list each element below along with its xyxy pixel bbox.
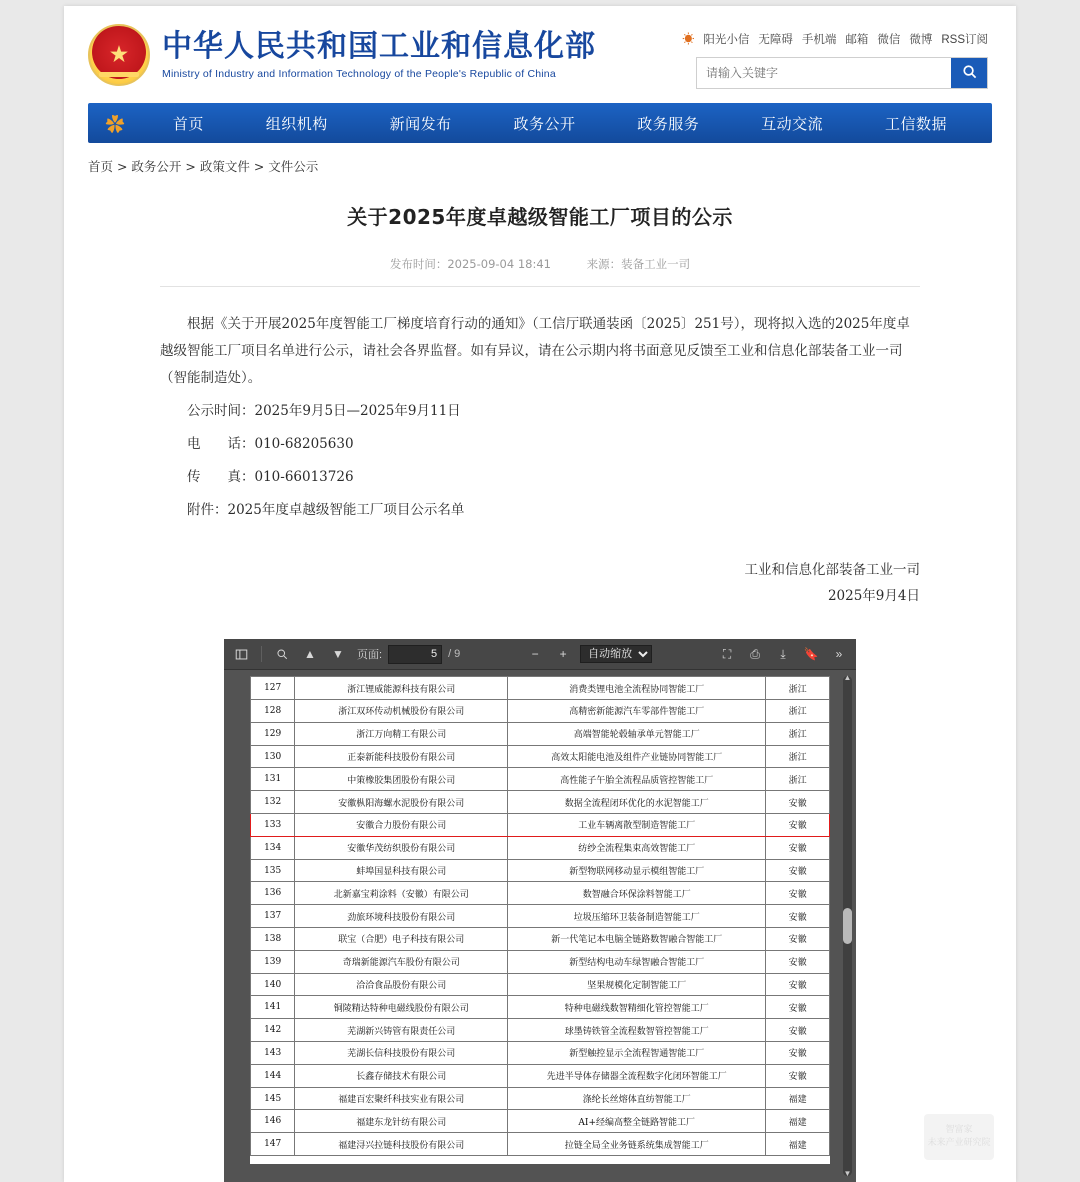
cell-province: 安徽 — [766, 928, 830, 951]
cell-province: 安徽 — [766, 791, 830, 814]
table-row — [251, 677, 830, 700]
attachment-line[interactable]: 附件：2025年度卓越级智能工厂项目公示名单 — [187, 502, 465, 518]
cell-factory: 拉链全局全业务链系统集成智能工厂 — [508, 1133, 766, 1156]
cell-index: 144 — [251, 1064, 295, 1087]
cell-company: 安徽枞阳海螺水泥股份有限公司 — [295, 791, 508, 814]
arrow-up-icon[interactable]: ▲ — [304, 647, 316, 662]
cell-index: 137 — [251, 905, 295, 928]
bookmark-icon[interactable]: 🔖 — [803, 647, 819, 662]
watermark-line-1: 智富家 — [945, 1124, 973, 1135]
table-row — [251, 1087, 830, 1110]
cell-province: 福建 — [766, 1087, 830, 1110]
cell-company: 福建百宏聚纤科技实业有限公司 — [295, 1087, 508, 1110]
cell-company: 铜陵精达特种电磁线股份有限公司 — [295, 996, 508, 1019]
cell-province: 安徽 — [766, 950, 830, 973]
cell-factory: 新型结构电动车绿智融合智能工厂 — [508, 950, 766, 973]
cell-company: 劲旅环境科技股份有限公司 — [295, 905, 508, 928]
cell-factory: 新型物联网移动显示模组智能工厂 — [508, 859, 766, 882]
top-link-0[interactable]: 阳光小信 — [703, 33, 750, 46]
top-link-1[interactable]: 无障碍 — [758, 33, 793, 46]
table-row-highlighted — [251, 814, 830, 837]
cell-factory: 消费类锂电池全流程协同智能工厂 — [508, 677, 766, 700]
contact-line-2: 传 真：010-66013726 — [187, 469, 354, 485]
cell-factory: 高效太阳能电池及组件产业链协同智能工厂 — [508, 745, 766, 768]
cell-factory: 新型触控显示全流程智通智能工厂 — [508, 1042, 766, 1065]
cell-province: 安徽 — [766, 859, 830, 882]
nav-item-org[interactable]: 组织机构 — [265, 114, 328, 133]
page-number-input[interactable] — [388, 645, 442, 664]
cell-province: 安徽 — [766, 973, 830, 996]
table-row — [251, 1019, 830, 1042]
top-links — [682, 30, 988, 47]
ministry-name-cn: 中华人民共和国工业和信息化部 — [162, 29, 596, 65]
cell-company: 福建浔兴拉链科技股份有限公司 — [295, 1133, 508, 1156]
cell-index: 132 — [251, 791, 295, 814]
table-row — [251, 1042, 830, 1065]
double-chevron-right-icon[interactable]: » — [835, 647, 843, 662]
sun-icon: ☀ — [682, 32, 695, 46]
cell-province: 浙江 — [766, 745, 830, 768]
pdf-body — [224, 670, 856, 1182]
nav-items — [142, 113, 992, 134]
ministry-name-en: Ministry of Industry and Information Technology of the People's Republic of China — [162, 67, 556, 80]
table-row — [251, 882, 830, 905]
search-button[interactable] — [951, 58, 987, 88]
national-emblem-icon — [88, 24, 150, 86]
cell-factory: 涤纶长丝熔体直纺智能工厂 — [508, 1087, 766, 1110]
cell-company: 奇瑞新能源汽车股份有限公司 — [295, 950, 508, 973]
cell-company: 洽洽食品股份有限公司 — [295, 973, 508, 996]
print-icon[interactable]: ⎙ — [750, 646, 760, 661]
search-icon[interactable] — [271, 643, 293, 665]
cell-factory: 垃圾压缩环卫装备制造智能工厂 — [508, 905, 766, 928]
pdf-scrollbar-thumb[interactable] — [843, 908, 852, 944]
article-signature — [160, 558, 920, 609]
cell-province: 安徽 — [766, 814, 830, 837]
breadcrumb[interactable] — [88, 157, 992, 175]
cell-province: 福建 — [766, 1110, 830, 1133]
plus-icon[interactable]: + — [559, 647, 567, 662]
cell-company: 浙江万向精工有限公司 — [295, 722, 508, 745]
table-row — [251, 745, 830, 768]
cell-factory: 高端智能轮毂轴承单元智能工厂 — [508, 722, 766, 745]
cell-index: 143 — [251, 1042, 295, 1065]
top-link-6[interactable]: RSS订阅 — [941, 33, 988, 46]
cell-company: 长鑫存储技术有限公司 — [295, 1064, 508, 1087]
signature-org: 工业和信息化部装备工业一司 — [744, 562, 920, 578]
nav-item-gov-service[interactable]: 政务服务 — [637, 114, 700, 133]
cell-index: 136 — [251, 882, 295, 905]
brand-text — [162, 30, 596, 80]
cell-province: 安徽 — [766, 836, 830, 859]
cell-province: 福建 — [766, 1133, 830, 1156]
top-link-3[interactable]: 邮箱 — [845, 33, 869, 46]
pdf-toolbar — [224, 639, 856, 670]
page-number-label: 页面: — [357, 649, 383, 662]
scroll-up-arrow-icon[interactable]: ▲ — [843, 673, 852, 683]
cell-factory: 球墨铸铁管全流程数智管控智能工厂 — [508, 1019, 766, 1042]
cell-province: 安徽 — [766, 1042, 830, 1065]
table-row — [251, 950, 830, 973]
pdf-viewer — [224, 639, 856, 1182]
cell-province: 安徽 — [766, 996, 830, 1019]
cell-factory: 工业车辆离散型制造智能工厂 — [508, 814, 766, 837]
breadcrumb-text: 首页 > 政务公开 > 政策文件 > 文件公示 — [88, 159, 319, 174]
article-meta — [160, 256, 920, 287]
cell-index: 130 — [251, 745, 295, 768]
cell-index: 139 — [251, 950, 295, 973]
sidebar-toggle-icon[interactable] — [230, 643, 252, 665]
table-row — [251, 859, 830, 882]
factory-list-body — [251, 677, 830, 1156]
cell-index: 127 — [251, 677, 295, 700]
cell-company: 联宝（合肥）电子科技有限公司 — [295, 928, 508, 951]
search-icon — [962, 64, 977, 82]
cell-factory: 数智融合环保涂料智能工厂 — [508, 882, 766, 905]
contact-line-0: 公示时间：2025年9月5日—2025年9月11日 — [187, 403, 461, 419]
cell-index: 131 — [251, 768, 295, 791]
cell-company: 福建东龙针纺有限公司 — [295, 1110, 508, 1133]
cell-province: 安徽 — [766, 905, 830, 928]
table-row — [251, 1133, 830, 1156]
cell-factory: 纺纱全流程集束高效智能工厂 — [508, 836, 766, 859]
table-row — [251, 836, 830, 859]
page-title: 关于2025年度卓越级智能工厂项目的公示 — [347, 205, 733, 229]
cell-company: 中策橡胶集团股份有限公司 — [295, 768, 508, 791]
nav-item-data[interactable]: 工信数据 — [884, 114, 947, 133]
cell-province: 安徽 — [766, 1064, 830, 1087]
miit-logo-icon: ✿ — [105, 114, 125, 136]
cell-factory: 高性能子午胎全流程品质管控智能工厂 — [508, 768, 766, 791]
table-row — [251, 996, 830, 1019]
table-row — [251, 905, 830, 928]
site-header — [64, 6, 1016, 95]
table-row — [251, 973, 830, 996]
minus-icon[interactable]: − — [531, 647, 539, 662]
cell-province: 浙江 — [766, 700, 830, 723]
cell-index: 147 — [251, 1133, 295, 1156]
cell-index: 141 — [251, 996, 295, 1019]
cell-company: 安徽华茂纺织股份有限公司 — [295, 836, 508, 859]
table-row — [251, 1110, 830, 1133]
article-paragraph-0: 根据《关于开展2025年度智能工厂梯度培育行动的通知》（工信厅联通装函〔2025〕251号），现将拟入选的2025年度卓越级智能工厂项目名单进行公示，请社会各界监督。如有异议，请在公示期内将书面意见反馈至工业和信息化部装备工业一司（智能制造处）。 — [160, 316, 910, 386]
cell-company: 北新嘉宝莉涂料（安徽）有限公司 — [295, 882, 508, 905]
table-row — [251, 928, 830, 951]
table-row — [251, 1064, 830, 1087]
cell-province: 浙江 — [766, 677, 830, 700]
factory-list-table — [250, 676, 830, 1156]
cell-company: 浙江锂威能源科技有限公司 — [295, 677, 508, 700]
cell-index: 134 — [251, 836, 295, 859]
cell-factory: 先进半导体存储器全流程数字化闭环智能工厂 — [508, 1064, 766, 1087]
top-link-2[interactable]: 手机端 — [801, 33, 837, 46]
article-body — [160, 311, 920, 524]
cell-company: 蚌埠国显科技有限公司 — [295, 859, 508, 882]
search-input[interactable] — [697, 58, 951, 88]
table-row — [251, 791, 830, 814]
pdf-scrollbar[interactable] — [843, 673, 852, 1179]
nav-item-interaction[interactable]: 互动交流 — [761, 114, 824, 133]
article — [160, 201, 920, 621]
cell-province: 浙江 — [766, 722, 830, 745]
cell-company: 芜湖新兴铸管有限责任公司 — [295, 1019, 508, 1042]
cell-factory: 数据全流程闭环优化的水泥智能工厂 — [508, 791, 766, 814]
arrow-down-icon[interactable]: ▼ — [332, 647, 344, 662]
cell-company: 正泰新能科技股份有限公司 — [295, 745, 508, 768]
fullscreen-icon[interactable]: ⛶ — [722, 646, 732, 661]
cell-index: 145 — [251, 1087, 295, 1110]
publish-time: 发布时间：2025-09-04 18:41 — [389, 257, 551, 271]
cell-factory: 新一代笔记本电脑全链路数智融合智能工厂 — [508, 928, 766, 951]
cell-company: 芜湖长信科技股份有限公司 — [295, 1042, 508, 1065]
top-link-5[interactable]: 微博 — [909, 33, 933, 46]
cell-index: 138 — [251, 928, 295, 951]
download-icon[interactable]: ⤓ — [780, 646, 786, 661]
header-right — [682, 24, 988, 89]
cell-index: 140 — [251, 973, 295, 996]
watermark — [924, 1114, 994, 1160]
main-nav — [88, 103, 992, 143]
cell-index: 146 — [251, 1110, 295, 1133]
cell-factory: 坚果规模化定制智能工厂 — [508, 973, 766, 996]
table-row — [251, 700, 830, 723]
cell-province: 浙江 — [766, 768, 830, 791]
cell-index: 133 — [251, 814, 295, 837]
cell-index: 135 — [251, 859, 295, 882]
signature-date: 2025年9月4日 — [827, 587, 920, 604]
search-bar — [696, 57, 988, 89]
cell-factory: 高精密新能源汽车零部件智能工厂 — [508, 700, 766, 723]
cell-index: 142 — [251, 1019, 295, 1042]
top-link-4[interactable]: 微信 — [877, 33, 901, 46]
cell-index: 129 — [251, 722, 295, 745]
zoom-select[interactable] — [580, 645, 652, 663]
pdf-page — [250, 676, 830, 1164]
cell-company: 安徽合力股份有限公司 — [295, 814, 508, 837]
scroll-down-arrow-icon[interactable]: ▼ — [843, 1169, 852, 1179]
site-brand[interactable] — [88, 24, 596, 86]
nav-item-news[interactable]: 新闻发布 — [389, 114, 452, 133]
article-source: 来源：装备工业一司 — [586, 257, 691, 271]
contact-line-1: 电 话：010-68205630 — [187, 436, 354, 452]
page-sheet — [64, 6, 1016, 1182]
cell-factory: AI+经编高整全链路智能工厂 — [508, 1110, 766, 1133]
cell-province: 安徽 — [766, 882, 830, 905]
table-row — [251, 722, 830, 745]
table-row — [251, 768, 830, 791]
cell-factory: 特种电磁线数智精细化管控智能工厂 — [508, 996, 766, 1019]
watermark-line-2: 未来产业研究院 — [927, 1138, 991, 1149]
nav-item-home[interactable]: 首页 — [172, 114, 204, 133]
toolbar-separator — [261, 646, 262, 662]
cell-index: 128 — [251, 700, 295, 723]
page-total-label: / 9 — [448, 648, 461, 661]
nav-item-gov-open[interactable]: 政务公开 — [513, 114, 576, 133]
cell-company: 浙江双环传动机械股份有限公司 — [295, 700, 508, 723]
cell-province: 安徽 — [766, 1019, 830, 1042]
